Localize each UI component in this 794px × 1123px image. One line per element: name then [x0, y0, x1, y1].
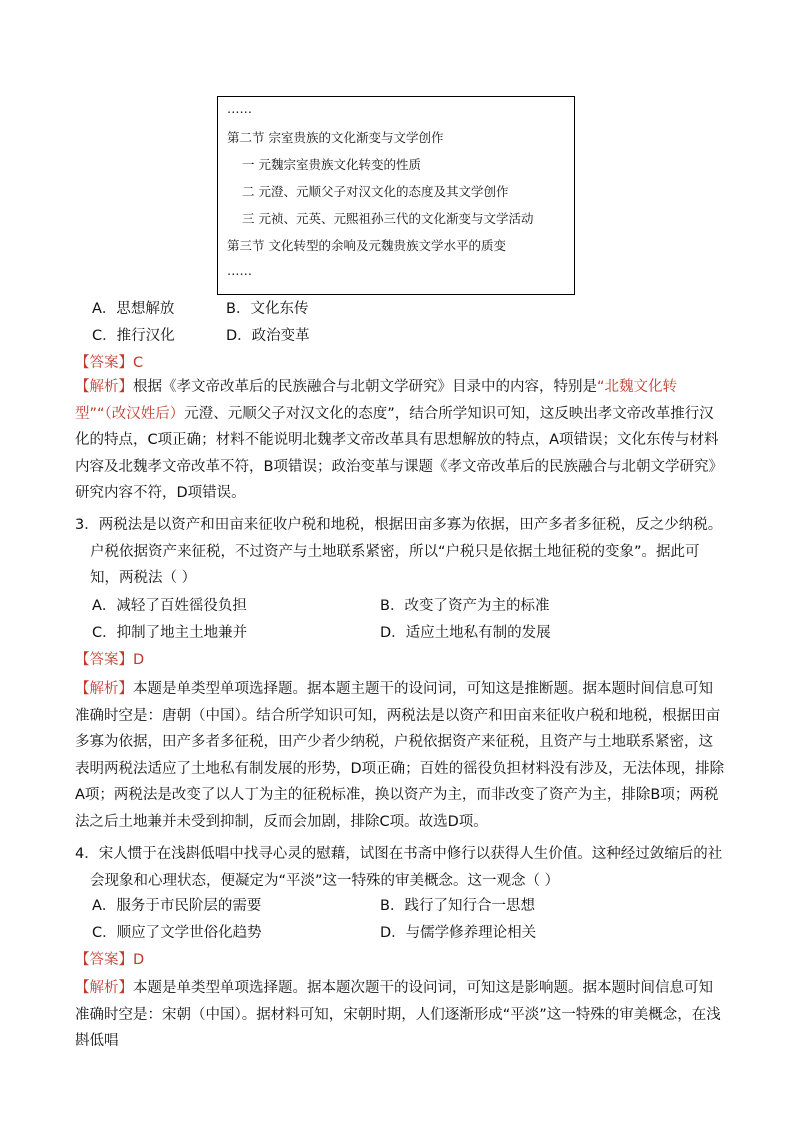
answer-label: 【答案】 [75, 652, 133, 668]
analysis-text: 本题是单类型单项选择题。据本题主题干的设问词，可知这是推断题。据本题时间信息可知准确时空是：唐朝（中国）。结合所学知识可知，两税法是以资产和田亩来征收户税和地税，根据田亩多寡为依据，田产多者多征税，田产少者少纳税，户税依据资产来征税，且资产与土地联系紧密，这表明两税法适应了土地私有制发展的形势，D项正确；百姓的徭役负担材料没有涉及，无法体现，排除A项；两税法是改变了以人丁为主的征税标准，换以资产为主，而非改变了资产为主，排除B项；两税法之后土地兼并未受到抑制，反而会加剧，排除C项。故选D项。 [75, 681, 725, 830]
q3-answer [75, 648, 144, 669]
q3-option-c: C．抑制了地主土地兼并 [92, 625, 248, 641]
q4-option-d: D．与儒学修养理论相关 [380, 925, 537, 941]
analysis-highlight: “北魏文化转型”“（改汉姓后） [75, 379, 678, 422]
q4-answer [75, 948, 144, 969]
analysis-label: 【解析】 [75, 681, 133, 697]
q4-analysis [75, 975, 725, 1055]
toc-line: 二 元澄、元顺父子对汉文化的态度及其文学创作 [242, 184, 509, 199]
q2-option-c: C．推行汉化 [92, 328, 175, 344]
answer-value: C [133, 355, 144, 371]
toc-line: 一 元魏宗室贵族文化转变的性质 [242, 157, 421, 172]
analysis-label: 【解析】 [75, 379, 133, 395]
q2-option-d: D．政治变革 [226, 328, 310, 344]
q2-answer [75, 351, 143, 372]
toc-line: 三 元祯、元英、元熙祖孙三代的文化渐变与文学活动 [242, 211, 534, 226]
q2-option-b: B．文化东传 [226, 301, 309, 317]
q3-option-d: D．适应土地私有制的发展 [380, 625, 551, 641]
answer-label: 【答案】 [75, 952, 133, 968]
q4-option-b: B．践行了知行合一思想 [380, 898, 535, 914]
toc-line: 第二节 宗室贵族的文化渐变与文学创作 [227, 130, 444, 145]
analysis-label: 【解析】 [75, 980, 133, 996]
toc-line: …… [227, 101, 252, 116]
toc-box [217, 96, 575, 295]
q4-option-a: A．服务于市民阶层的需要 [92, 898, 262, 914]
q3-option-b: B．改变了资产为主的标准 [380, 598, 550, 614]
toc-line: 第三节 文化转型的余响及元魏贵族文学水平的质变 [227, 238, 506, 253]
analysis-text-2: 元澄、元顺父子对汉文化的态度”，结合所学知识可知，这反映出孝文帝改革推行汉化的特点，C项正确；材料不能说明北魏孝文帝改革具有思想解放的特点，A项错误；文化东传与材料内容及北魏孝文帝改革不符，B项错误；政治变革与课题《孝文帝改革后的民族融合与北朝文学研究》研究内容不符，D项错误。 [75, 405, 723, 501]
answer-label: 【答案】 [75, 355, 133, 371]
q2-analysis [75, 374, 725, 507]
q3-analysis [75, 676, 725, 835]
q4-stem: 4．宋人惯于在浅斟低唱中找寻心灵的慰藉，试图在书斋中修行以获得人生价值。这种经过敛缩后的社会现象和心理状态，便凝定为“平淡”这一特殊的审美概念。这一观念（ ） [75, 846, 723, 889]
answer-value: D [133, 652, 145, 668]
q3-option-a: A．减轻了百姓徭役负担 [92, 598, 247, 614]
answer-value: D [133, 952, 145, 968]
toc-line: …… [227, 263, 252, 278]
q4-option-c: C．顺应了文学世俗化趋势 [92, 925, 262, 941]
analysis-text-1: 根据《孝文帝改革后的民族融合与北朝文学研究》目录中的内容，特别是 [133, 379, 597, 395]
q3-stem: 3．两税法是以资产和田亩来征收户税和地税，根据田亩多寡为依据，田产多者多征税，反之少纳税。户税依据资产来征税，不过资产与土地联系紧密，所以“户税只是依据土地征税的变象”。据此可知，两税法（ ） [75, 517, 723, 586]
q2-option-a: A．思想解放 [92, 301, 175, 317]
analysis-text: 本题是单类型单项选择题。据本题次题干的设问词，可知这是影响题。据本题时间信息可知准确时空是：宋朝（中国）。据材料可知，宋朝时期，人们逐渐形成“平淡”这一特殊的审美概念，在浅斟低唱 [75, 980, 721, 1049]
